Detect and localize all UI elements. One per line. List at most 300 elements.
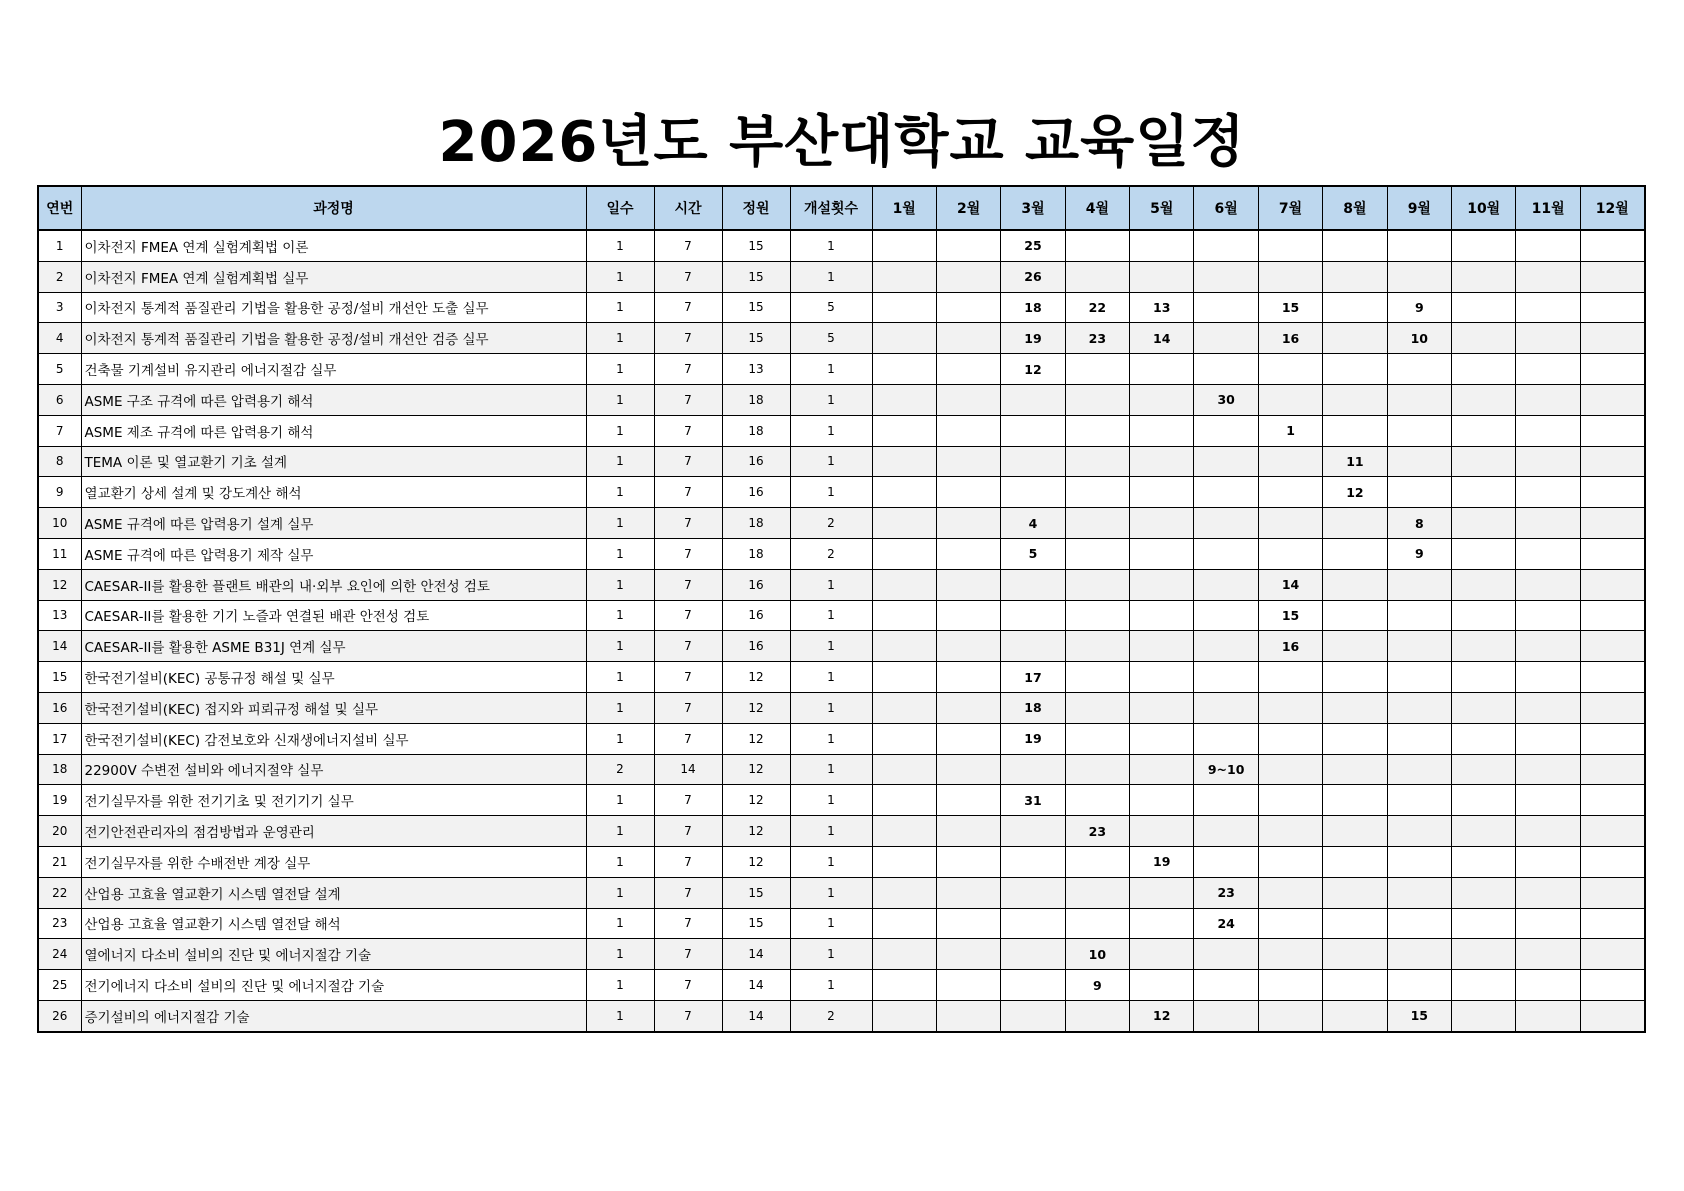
hours-cell: 7 bbox=[654, 939, 722, 970]
month-date-cell bbox=[1065, 846, 1129, 877]
month-date-cell bbox=[1130, 415, 1194, 446]
sessions-cell: 5 bbox=[790, 292, 872, 323]
month-date-cell bbox=[872, 846, 936, 877]
row-number-cell: 24 bbox=[38, 939, 81, 970]
month-date-cell bbox=[1065, 1000, 1129, 1031]
month-date-cell bbox=[872, 508, 936, 539]
month-date-cell bbox=[1323, 939, 1387, 970]
sessions-cell: 5 bbox=[790, 323, 872, 354]
sessions-cell: 1 bbox=[790, 846, 872, 877]
row-number-cell: 17 bbox=[38, 723, 81, 754]
row-number-cell: 8 bbox=[38, 446, 81, 477]
sessions-cell: 1 bbox=[790, 908, 872, 939]
month-date-cell bbox=[1130, 970, 1194, 1001]
month-date-cell bbox=[1452, 600, 1516, 631]
course-name-cell: 전기안전관리자의 점검방법과 운영관리 bbox=[81, 816, 586, 847]
hours-cell: 7 bbox=[654, 230, 722, 261]
table-row bbox=[38, 908, 1645, 939]
month-date-cell bbox=[872, 323, 936, 354]
month-date-cell bbox=[1323, 631, 1387, 662]
table-row bbox=[38, 354, 1645, 385]
month-date-cell bbox=[1001, 477, 1065, 508]
days-cell: 1 bbox=[586, 692, 654, 723]
month-date-cell bbox=[1194, 970, 1258, 1001]
month-date-cell bbox=[1452, 970, 1516, 1001]
month-date-cell bbox=[1516, 785, 1580, 816]
month-date-cell bbox=[1516, 816, 1580, 847]
capacity-cell: 15 bbox=[722, 261, 790, 292]
month-date-cell bbox=[1194, 569, 1258, 600]
days-cell: 1 bbox=[586, 600, 654, 631]
month-date-cell: 10 bbox=[1387, 323, 1451, 354]
month-date-cell bbox=[1194, 230, 1258, 261]
month-date-cell bbox=[1194, 538, 1258, 569]
month-date-cell bbox=[1001, 754, 1065, 785]
month-date-cell bbox=[1258, 846, 1322, 877]
month-date-cell bbox=[1387, 785, 1451, 816]
month-date-cell bbox=[1387, 600, 1451, 631]
month-date-cell bbox=[936, 816, 1000, 847]
month-date-cell bbox=[1258, 662, 1322, 693]
table-row bbox=[38, 538, 1645, 569]
month-date-cell bbox=[1194, 723, 1258, 754]
column-header: 개설횟수 bbox=[790, 186, 872, 230]
row-number-cell: 10 bbox=[38, 508, 81, 539]
month-date-cell bbox=[936, 877, 1000, 908]
month-date-cell bbox=[1258, 785, 1322, 816]
month-date-cell: 9 bbox=[1065, 970, 1129, 1001]
month-date-cell bbox=[872, 692, 936, 723]
row-number-cell: 3 bbox=[38, 292, 81, 323]
month-date-cell bbox=[1065, 477, 1129, 508]
sessions-cell: 1 bbox=[790, 354, 872, 385]
course-name-cell: 이차전지 FMEA 연계 실험계획법 실무 bbox=[81, 261, 586, 292]
month-date-cell bbox=[1452, 508, 1516, 539]
month-date-cell bbox=[1258, 816, 1322, 847]
days-cell: 1 bbox=[586, 230, 654, 261]
hours-cell: 14 bbox=[654, 754, 722, 785]
days-cell: 1 bbox=[586, 569, 654, 600]
month-date-cell bbox=[1323, 816, 1387, 847]
course-name-cell: CAESAR-II를 활용한 기기 노즐과 연결된 배관 안전성 검토 bbox=[81, 600, 586, 631]
month-date-cell bbox=[1580, 508, 1644, 539]
hours-cell: 7 bbox=[654, 354, 722, 385]
month-date-cell bbox=[1001, 446, 1065, 477]
table-row bbox=[38, 384, 1645, 415]
hours-cell: 7 bbox=[654, 323, 722, 354]
column-header: 1월 bbox=[872, 186, 936, 230]
month-date-cell bbox=[1516, 754, 1580, 785]
month-date-cell bbox=[1387, 723, 1451, 754]
days-cell: 1 bbox=[586, 261, 654, 292]
days-cell: 1 bbox=[586, 477, 654, 508]
month-date-cell bbox=[1516, 323, 1580, 354]
month-date-cell bbox=[1580, 662, 1644, 693]
capacity-cell: 12 bbox=[722, 754, 790, 785]
course-name-cell: ASME 규격에 따른 압력용기 제작 실무 bbox=[81, 538, 586, 569]
month-date-cell: 15 bbox=[1258, 292, 1322, 323]
month-date-cell bbox=[1258, 384, 1322, 415]
capacity-cell: 15 bbox=[722, 323, 790, 354]
month-date-cell bbox=[1580, 877, 1644, 908]
month-date-cell bbox=[1194, 415, 1258, 446]
capacity-cell: 16 bbox=[722, 600, 790, 631]
month-date-cell bbox=[1580, 446, 1644, 477]
column-header: 5월 bbox=[1130, 186, 1194, 230]
month-date-cell bbox=[1065, 600, 1129, 631]
month-date-cell bbox=[1516, 662, 1580, 693]
sessions-cell: 1 bbox=[790, 261, 872, 292]
month-date-cell bbox=[1387, 908, 1451, 939]
month-date-cell bbox=[1580, 600, 1644, 631]
month-date-cell bbox=[1580, 939, 1644, 970]
month-date-cell bbox=[1516, 415, 1580, 446]
table-row bbox=[38, 323, 1645, 354]
course-name-cell: CAESAR-II를 활용한 플랜트 배관의 내·외부 요인에 의한 안전성 검토 bbox=[81, 569, 586, 600]
month-date-cell bbox=[872, 446, 936, 477]
days-cell: 1 bbox=[586, 384, 654, 415]
month-date-cell bbox=[1452, 384, 1516, 415]
course-name-cell: ASME 구조 규격에 따른 압력용기 해석 bbox=[81, 384, 586, 415]
column-header: 정원 bbox=[722, 186, 790, 230]
month-date-cell: 16 bbox=[1258, 323, 1322, 354]
month-date-cell: 9 bbox=[1387, 292, 1451, 323]
course-name-cell: CAESAR-II를 활용한 ASME B31J 연계 실무 bbox=[81, 631, 586, 662]
month-date-cell bbox=[1323, 384, 1387, 415]
month-date-cell bbox=[1387, 446, 1451, 477]
sessions-cell: 2 bbox=[790, 1000, 872, 1031]
table-row bbox=[38, 846, 1645, 877]
month-date-cell bbox=[1194, 662, 1258, 693]
month-date-cell bbox=[872, 538, 936, 569]
hours-cell: 7 bbox=[654, 538, 722, 569]
month-date-cell bbox=[1452, 939, 1516, 970]
month-date-cell: 5 bbox=[1001, 538, 1065, 569]
month-date-cell bbox=[1258, 723, 1322, 754]
course-name-cell: 한국전기설비(KEC) 감전보호와 신재생에너지설비 실무 bbox=[81, 723, 586, 754]
table-row bbox=[38, 230, 1645, 261]
month-date-cell bbox=[1516, 384, 1580, 415]
column-header: 2월 bbox=[936, 186, 1000, 230]
month-date-cell bbox=[936, 939, 1000, 970]
month-date-cell bbox=[1130, 785, 1194, 816]
month-date-cell bbox=[1258, 538, 1322, 569]
month-date-cell bbox=[872, 261, 936, 292]
month-date-cell bbox=[1130, 600, 1194, 631]
hours-cell: 7 bbox=[654, 569, 722, 600]
row-number-cell: 1 bbox=[38, 230, 81, 261]
month-date-cell bbox=[1001, 908, 1065, 939]
row-number-cell: 13 bbox=[38, 600, 81, 631]
month-date-cell bbox=[1194, 600, 1258, 631]
month-date-cell bbox=[872, 754, 936, 785]
hours-cell: 7 bbox=[654, 662, 722, 693]
month-date-cell bbox=[1452, 446, 1516, 477]
month-date-cell bbox=[872, 415, 936, 446]
month-date-cell bbox=[1130, 230, 1194, 261]
table-row bbox=[38, 508, 1645, 539]
month-date-cell bbox=[1323, 692, 1387, 723]
month-date-cell bbox=[1323, 600, 1387, 631]
month-date-cell bbox=[1258, 230, 1322, 261]
month-date-cell bbox=[1194, 846, 1258, 877]
month-date-cell bbox=[1065, 384, 1129, 415]
sessions-cell: 2 bbox=[790, 508, 872, 539]
table-body bbox=[38, 230, 1645, 1032]
month-date-cell bbox=[1387, 477, 1451, 508]
capacity-cell: 12 bbox=[722, 785, 790, 816]
month-date-cell bbox=[1580, 846, 1644, 877]
capacity-cell: 13 bbox=[722, 354, 790, 385]
month-date-cell bbox=[1580, 323, 1644, 354]
month-date-cell bbox=[936, 415, 1000, 446]
sessions-cell: 1 bbox=[790, 662, 872, 693]
month-date-cell bbox=[1387, 261, 1451, 292]
month-date-cell bbox=[1194, 508, 1258, 539]
month-date-cell bbox=[872, 631, 936, 662]
month-date-cell bbox=[936, 261, 1000, 292]
capacity-cell: 12 bbox=[722, 723, 790, 754]
course-name-cell: 전기에너지 다소비 설비의 진단 및 에너지절감 기술 bbox=[81, 970, 586, 1001]
month-date-cell: 15 bbox=[1387, 1000, 1451, 1031]
hours-cell: 7 bbox=[654, 846, 722, 877]
month-date-cell bbox=[1130, 877, 1194, 908]
table-row bbox=[38, 754, 1645, 785]
month-date-cell bbox=[1323, 908, 1387, 939]
sessions-cell: 1 bbox=[790, 384, 872, 415]
sessions-cell: 1 bbox=[790, 723, 872, 754]
capacity-cell: 15 bbox=[722, 877, 790, 908]
course-name-cell: 열교환기 상세 설계 및 강도계산 해석 bbox=[81, 477, 586, 508]
month-date-cell: 12 bbox=[1323, 477, 1387, 508]
month-date-cell bbox=[1452, 261, 1516, 292]
table-row bbox=[38, 877, 1645, 908]
sessions-cell: 1 bbox=[790, 692, 872, 723]
course-name-cell: TEMA 이론 및 열교환기 기초 설계 bbox=[81, 446, 586, 477]
sessions-cell: 1 bbox=[790, 785, 872, 816]
month-date-cell bbox=[1580, 692, 1644, 723]
month-date-cell: 1 bbox=[1258, 415, 1322, 446]
month-date-cell bbox=[872, 569, 936, 600]
month-date-cell: 26 bbox=[1001, 261, 1065, 292]
days-cell: 1 bbox=[586, 939, 654, 970]
month-date-cell bbox=[1580, 785, 1644, 816]
month-date-cell bbox=[1194, 692, 1258, 723]
course-name-cell: 전기실무자를 위한 수배전반 계장 실무 bbox=[81, 846, 586, 877]
course-name-cell: ASME 제조 규격에 따른 압력용기 해석 bbox=[81, 415, 586, 446]
row-number-cell: 18 bbox=[38, 754, 81, 785]
month-date-cell bbox=[1258, 754, 1322, 785]
month-date-cell bbox=[1065, 908, 1129, 939]
month-date-cell bbox=[1001, 970, 1065, 1001]
month-date-cell bbox=[1258, 908, 1322, 939]
hours-cell: 7 bbox=[654, 785, 722, 816]
month-date-cell bbox=[1065, 662, 1129, 693]
month-date-cell bbox=[1516, 846, 1580, 877]
sessions-cell: 1 bbox=[790, 754, 872, 785]
month-date-cell: 18 bbox=[1001, 692, 1065, 723]
month-date-cell bbox=[872, 292, 936, 323]
month-date-cell bbox=[1516, 908, 1580, 939]
month-date-cell bbox=[1323, 1000, 1387, 1031]
month-date-cell bbox=[1258, 692, 1322, 723]
month-date-cell bbox=[936, 323, 1000, 354]
days-cell: 1 bbox=[586, 538, 654, 569]
month-date-cell bbox=[1323, 292, 1387, 323]
month-date-cell bbox=[1516, 261, 1580, 292]
capacity-cell: 18 bbox=[722, 415, 790, 446]
hours-cell: 7 bbox=[654, 477, 722, 508]
month-date-cell bbox=[1580, 477, 1644, 508]
table-row bbox=[38, 785, 1645, 816]
month-date-cell bbox=[1001, 631, 1065, 662]
hours-cell: 7 bbox=[654, 723, 722, 754]
month-date-cell bbox=[936, 354, 1000, 385]
month-date-cell: 18 bbox=[1001, 292, 1065, 323]
month-date-cell: 25 bbox=[1001, 230, 1065, 261]
month-date-cell bbox=[936, 508, 1000, 539]
month-date-cell bbox=[872, 1000, 936, 1031]
course-name-cell: 이차전지 FMEA 연계 실험계획법 이론 bbox=[81, 230, 586, 261]
month-date-cell bbox=[1065, 261, 1129, 292]
month-date-cell bbox=[936, 477, 1000, 508]
capacity-cell: 16 bbox=[722, 569, 790, 600]
month-date-cell bbox=[1580, 754, 1644, 785]
row-number-cell: 6 bbox=[38, 384, 81, 415]
month-date-cell bbox=[1516, 292, 1580, 323]
month-date-cell bbox=[1001, 877, 1065, 908]
month-date-cell: 19 bbox=[1001, 323, 1065, 354]
month-date-cell bbox=[936, 692, 1000, 723]
month-date-cell bbox=[1194, 477, 1258, 508]
sessions-cell: 1 bbox=[790, 477, 872, 508]
month-date-cell bbox=[1452, 415, 1516, 446]
month-date-cell bbox=[1194, 631, 1258, 662]
month-date-cell bbox=[1452, 846, 1516, 877]
schedule-table bbox=[37, 185, 1646, 1033]
month-date-cell bbox=[1516, 477, 1580, 508]
month-date-cell bbox=[1065, 785, 1129, 816]
month-date-cell bbox=[1130, 908, 1194, 939]
month-date-cell bbox=[1258, 354, 1322, 385]
sessions-cell: 1 bbox=[790, 600, 872, 631]
row-number-cell: 22 bbox=[38, 877, 81, 908]
days-cell: 1 bbox=[586, 908, 654, 939]
row-number-cell: 21 bbox=[38, 846, 81, 877]
month-date-cell bbox=[1065, 230, 1129, 261]
column-header: 7월 bbox=[1258, 186, 1322, 230]
month-date-cell bbox=[1452, 877, 1516, 908]
month-date-cell bbox=[872, 908, 936, 939]
month-date-cell bbox=[1065, 508, 1129, 539]
table-row bbox=[38, 477, 1645, 508]
days-cell: 1 bbox=[586, 846, 654, 877]
month-date-cell bbox=[1323, 354, 1387, 385]
hours-cell: 7 bbox=[654, 292, 722, 323]
month-date-cell: 12 bbox=[1001, 354, 1065, 385]
sessions-cell: 1 bbox=[790, 939, 872, 970]
days-cell: 1 bbox=[586, 323, 654, 354]
month-date-cell bbox=[1452, 723, 1516, 754]
capacity-cell: 16 bbox=[722, 631, 790, 662]
month-date-cell bbox=[1001, 816, 1065, 847]
month-date-cell bbox=[1323, 508, 1387, 539]
month-date-cell bbox=[1258, 877, 1322, 908]
month-date-cell bbox=[1323, 970, 1387, 1001]
month-date-cell bbox=[936, 662, 1000, 693]
month-date-cell bbox=[1065, 354, 1129, 385]
month-date-cell bbox=[1387, 354, 1451, 385]
month-date-cell bbox=[1130, 354, 1194, 385]
column-header: 연번 bbox=[38, 186, 81, 230]
month-date-cell bbox=[1194, 939, 1258, 970]
capacity-cell: 14 bbox=[722, 939, 790, 970]
month-date-cell: 31 bbox=[1001, 785, 1065, 816]
month-date-cell bbox=[936, 631, 1000, 662]
month-date-cell bbox=[1516, 692, 1580, 723]
month-date-cell: 30 bbox=[1194, 384, 1258, 415]
month-date-cell bbox=[1130, 723, 1194, 754]
month-date-cell: 23 bbox=[1065, 323, 1129, 354]
table-row bbox=[38, 631, 1645, 662]
month-date-cell bbox=[1065, 754, 1129, 785]
month-date-cell bbox=[1130, 939, 1194, 970]
month-date-cell bbox=[936, 600, 1000, 631]
month-date-cell bbox=[1516, 230, 1580, 261]
month-date-cell bbox=[1323, 538, 1387, 569]
course-name-cell: 열에너지 다소비 설비의 진단 및 에너지절감 기술 bbox=[81, 939, 586, 970]
month-date-cell bbox=[1323, 723, 1387, 754]
month-date-cell bbox=[1130, 538, 1194, 569]
month-date-cell: 23 bbox=[1194, 877, 1258, 908]
month-date-cell bbox=[1323, 323, 1387, 354]
month-date-cell bbox=[1065, 415, 1129, 446]
month-date-cell bbox=[1130, 508, 1194, 539]
capacity-cell: 15 bbox=[722, 908, 790, 939]
capacity-cell: 16 bbox=[722, 446, 790, 477]
table-row bbox=[38, 415, 1645, 446]
month-date-cell bbox=[1452, 816, 1516, 847]
month-date-cell bbox=[872, 600, 936, 631]
month-date-cell bbox=[872, 816, 936, 847]
month-date-cell bbox=[1452, 230, 1516, 261]
sessions-cell: 1 bbox=[790, 816, 872, 847]
month-date-cell bbox=[1387, 415, 1451, 446]
sessions-cell: 1 bbox=[790, 877, 872, 908]
month-date-cell bbox=[1516, 508, 1580, 539]
month-date-cell bbox=[1065, 446, 1129, 477]
month-date-cell bbox=[1516, 446, 1580, 477]
column-header: 시간 bbox=[654, 186, 722, 230]
month-date-cell bbox=[1452, 785, 1516, 816]
capacity-cell: 12 bbox=[722, 816, 790, 847]
days-cell: 1 bbox=[586, 662, 654, 693]
month-date-cell bbox=[1258, 1000, 1322, 1031]
month-date-cell bbox=[1580, 631, 1644, 662]
course-name-cell: ASME 규격에 따른 압력용기 설계 실무 bbox=[81, 508, 586, 539]
hours-cell: 7 bbox=[654, 908, 722, 939]
hours-cell: 7 bbox=[654, 446, 722, 477]
month-date-cell bbox=[936, 723, 1000, 754]
month-date-cell bbox=[1452, 569, 1516, 600]
sessions-cell: 2 bbox=[790, 538, 872, 569]
month-date-cell bbox=[1130, 631, 1194, 662]
month-date-cell bbox=[1580, 230, 1644, 261]
row-number-cell: 16 bbox=[38, 692, 81, 723]
column-header: 11월 bbox=[1516, 186, 1580, 230]
course-name-cell: 전기실무자를 위한 전기기초 및 전기기기 실무 bbox=[81, 785, 586, 816]
month-date-cell bbox=[1323, 569, 1387, 600]
